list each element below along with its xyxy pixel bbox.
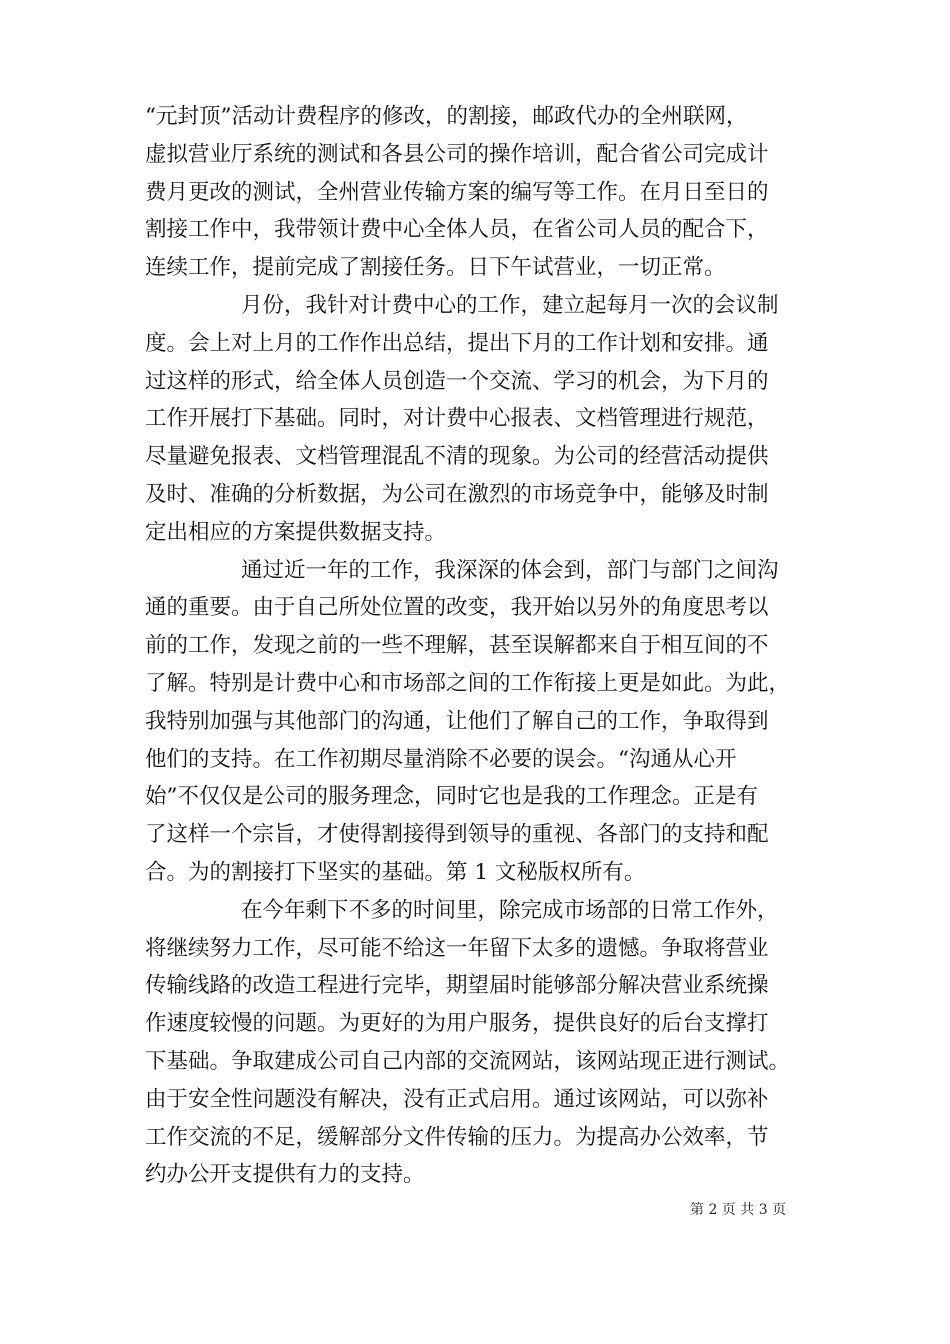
- text-line: 通的重要。由于自己所处位置的改变，我开始以另外的角度思考以: [145, 595, 769, 621]
- text-line: 我特别加强与其他部门的沟通，让他们了解自己的工作，争取得到: [145, 708, 769, 734]
- text-line: 度。会上对上月的工作作出总结，提出下月的工作计划和安排。通: [145, 330, 769, 356]
- document-body: [145, 98, 835, 1194]
- paragraph-2: [145, 287, 835, 552]
- text-line: 他们的支持。在工作初期尽量消除不必要的误会。“沟通从心开: [145, 746, 737, 772]
- text-line: 由于安全性问题没有解决，没有正式启用。通过该网站，可以弥补: [145, 1086, 769, 1112]
- text-line: 及时、准确的分析数据，为公司在激烈的市场竞争中，能够及时制: [145, 481, 769, 507]
- text-line: 作速度较慢的问题。为更好的为用户服务，提供良好的后台支撑打: [145, 1011, 769, 1037]
- text-line: 下基础。争取建成公司自己内部的交流网站，该网站现正进行测试。: [145, 1048, 791, 1074]
- text-line: 通过近一年的工作，我深深的体会到，部门与部门之间沟: [241, 557, 779, 583]
- text-line: 虚拟营业厅系统的测试和各县公司的操作培训，配合省公司完成计: [145, 141, 769, 167]
- paragraph-3: [145, 552, 835, 892]
- text-line: 费月更改的测试，全州营业传输方案的编写等工作。在月日至日的: [145, 179, 769, 205]
- text-line: 了这样一个宗旨，才使得割接得到领导的重视、各部门的支持和配: [145, 822, 769, 848]
- text-line: 定出相应的方案提供数据支持。: [145, 519, 447, 545]
- text-line: 始”不仅仅是公司的服务理念，同时它也是我的工作理念。正是有: [145, 784, 758, 810]
- text-line: 尽量避免报表、文档管理混乱不清的现象。为公司的经营活动提供: [145, 444, 769, 470]
- paragraph-1: [145, 98, 835, 287]
- page-number-footer: 第 2 页 共 3 页: [690, 1202, 787, 1218]
- text-line: 工作交流的不足，缓解部分文件传输的压力。为提高办公效率，节: [145, 1124, 769, 1150]
- text-line: “元封顶”活动计费程序的修改，的割接，邮政代办的全州联网，: [145, 104, 748, 129]
- text-line: 工作开展打下基础。同时，对计费中心报表、文档管理进行规范，: [145, 406, 769, 432]
- text-line: 过这样的形式，给全体人员创造一个交流、学习的机会，为下月的: [145, 368, 769, 394]
- paragraph-4: [145, 892, 835, 1194]
- text-line: 月份，我针对计费中心的工作，建立起每月一次的会议制: [241, 292, 779, 318]
- text-line: 连续工作，提前完成了割接任务。日下午试营业，一切正常。: [145, 255, 726, 281]
- text-line: 合。为的割接打下坚实的基础。第 1 文秘版权所有。: [145, 859, 646, 885]
- text-line: 了解。特别是计费中心和市场部之间的工作衔接上更是如此。为此，: [145, 670, 791, 696]
- text-line: 在今年剩下不多的时间里，除完成市场部的日常工作外，: [241, 897, 779, 923]
- text-line: 将继续努力工作，尽可能不给这一年留下太多的遗憾。争取将营业: [145, 935, 769, 961]
- text-line: 约办公开支提供有力的支持。: [145, 1162, 425, 1188]
- text-line: 前的工作，发现之前的一些不理解，甚至误解都来自于相互间的不: [145, 633, 769, 659]
- text-line: 割接工作中，我带领计费中心全体人员，在省公司人员的配合下，: [145, 217, 769, 243]
- text-line: 传输线路的改造工程进行完毕，期望届时能够部分解决营业系统操: [145, 973, 769, 999]
